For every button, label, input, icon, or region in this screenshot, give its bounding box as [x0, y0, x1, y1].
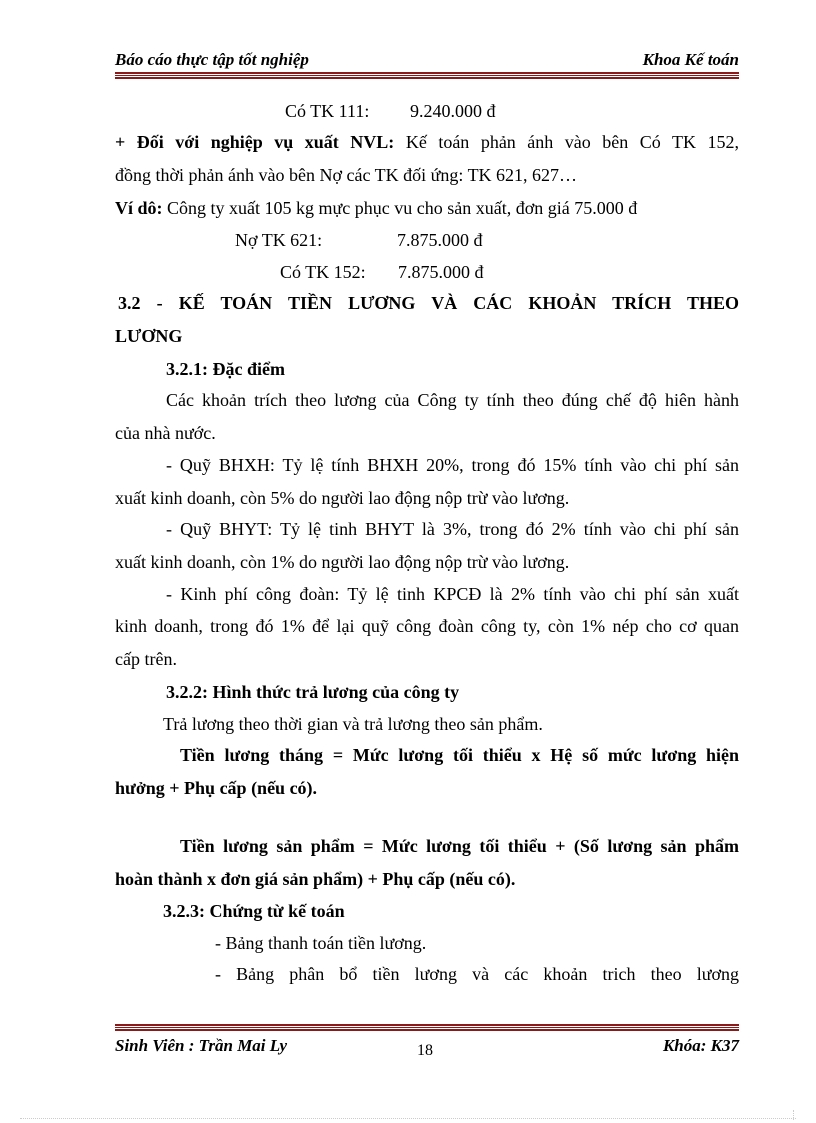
header-right: Khoa Kế toán — [642, 50, 739, 69]
bullet-1: - Bảng thanh toán tiền lương. — [215, 933, 427, 953]
heading-3-2-1: 3.2.1: Đặc điểm — [166, 359, 285, 379]
nvl-line-1 — [115, 132, 739, 153]
no621-value: 7.875.000 đ — [397, 230, 483, 250]
para-2-line-1: - Quỹ BHXH: Tỷ lệ tính BHXH 20%, trong đó 15% tính vào chi phí sản — [166, 455, 739, 475]
formula-1-line-2: hưởng + Phụ cấp (nếu có). — [115, 778, 318, 798]
para-3-line-1: - Quỹ BHYT: Tỷ lệ tinh BHYT là 3%, trong đó 2% tính vào chi phí sản — [166, 519, 739, 539]
para-5: Trả lương theo thời gian và trả lương theo sản phẩm. — [163, 714, 543, 734]
heading-3-2-2: 3.2.2: Hình thức trả lương của công ty — [166, 682, 460, 702]
page-edge-dotted-line — [20, 1118, 796, 1119]
vidu-line — [115, 197, 637, 219]
section-title-line-1: 3.2 - KẾ TOÁN TIỀN LƯƠNG VÀ CÁC KHOẢN TRÍCH THEO — [118, 293, 739, 313]
nvl-line-2: đồng thời phản ánh vào bên Nợ các TK đối ứng: TK 621, 627… — [115, 165, 578, 185]
header-left: Báo cáo thực tập tốt nghiệp — [115, 50, 309, 69]
no621-label: Nợ TK 621: — [235, 230, 323, 250]
vidu-rest: Công ty xuất 105 kg mực phục vu cho sản xuất, đơn giá 75.000 đ — [162, 198, 638, 218]
footer-rule — [115, 1024, 739, 1031]
footer-student: Sinh Viên : Trần Mai Ly — [115, 1036, 288, 1055]
page-header — [115, 46, 739, 72]
co-tk111-label: Có TK 111: — [285, 101, 370, 121]
para-4-line-2: kinh doanh, trong đó 1% để lại quỹ công đoàn công ty, còn 1% nép cho cơ quan — [115, 616, 739, 636]
section-title-line-2: LƯƠNG — [115, 326, 183, 346]
bullet-2: - Bảng phân bổ tiền lương và các khoản trich theo lương — [215, 964, 739, 984]
page-corner-dotted-mark — [793, 1110, 794, 1120]
co-tk111-value: 9.240.000 đ — [410, 101, 496, 121]
para-1-line-1: Các khoản trích theo lương của Công ty tính theo đúng chế độ hiên hành — [166, 390, 739, 410]
heading-3-2-3: 3.2.3: Chứng từ kế toán — [163, 901, 345, 921]
footer-course: Khóa: K37 — [662, 1036, 739, 1055]
para-2-line-2: xuất kinh doanh, còn 5% do người lao động nộp trừ vào lương. — [115, 488, 570, 508]
formula-2-line-1: Tiền lương sản phẩm = Mức lương tối thiểu + (Số lương sản phẩm — [180, 836, 739, 856]
co152-value: 7.875.000 đ — [398, 262, 484, 282]
para-3-line-2: xuất kinh doanh, còn 1% do người lao động nộp trừ vào lương. — [115, 552, 570, 572]
vidu-bold: Ví dô: — [115, 198, 163, 218]
header-rule — [115, 72, 739, 79]
formula-1-line-1: Tiền lương tháng = Mức lương tối thiểu x Hệ số mức lương hiện — [180, 745, 739, 765]
page-footer — [115, 1036, 739, 1066]
para-4-line-3: cấp trên. — [115, 649, 177, 669]
co152-label: Có TK 152: — [280, 262, 366, 282]
nvl-bold: + Đối với nghiệp vụ xuất NVL: — [115, 132, 395, 152]
page-number: 18 — [417, 1042, 433, 1059]
para-4-line-1: - Kinh phí công đoàn: Tỷ lệ tinh KPCĐ là 2% tính vào chi phí sản xuất — [166, 584, 739, 604]
nvl-rest: Kế toán phản ánh vào bên Có TK 152, — [394, 132, 739, 152]
para-1-line-2: của nhà nước. — [115, 423, 216, 443]
formula-2-line-2: hoàn thành x đơn giá sản phẩm) + Phụ cấp (nếu có). — [115, 869, 516, 889]
